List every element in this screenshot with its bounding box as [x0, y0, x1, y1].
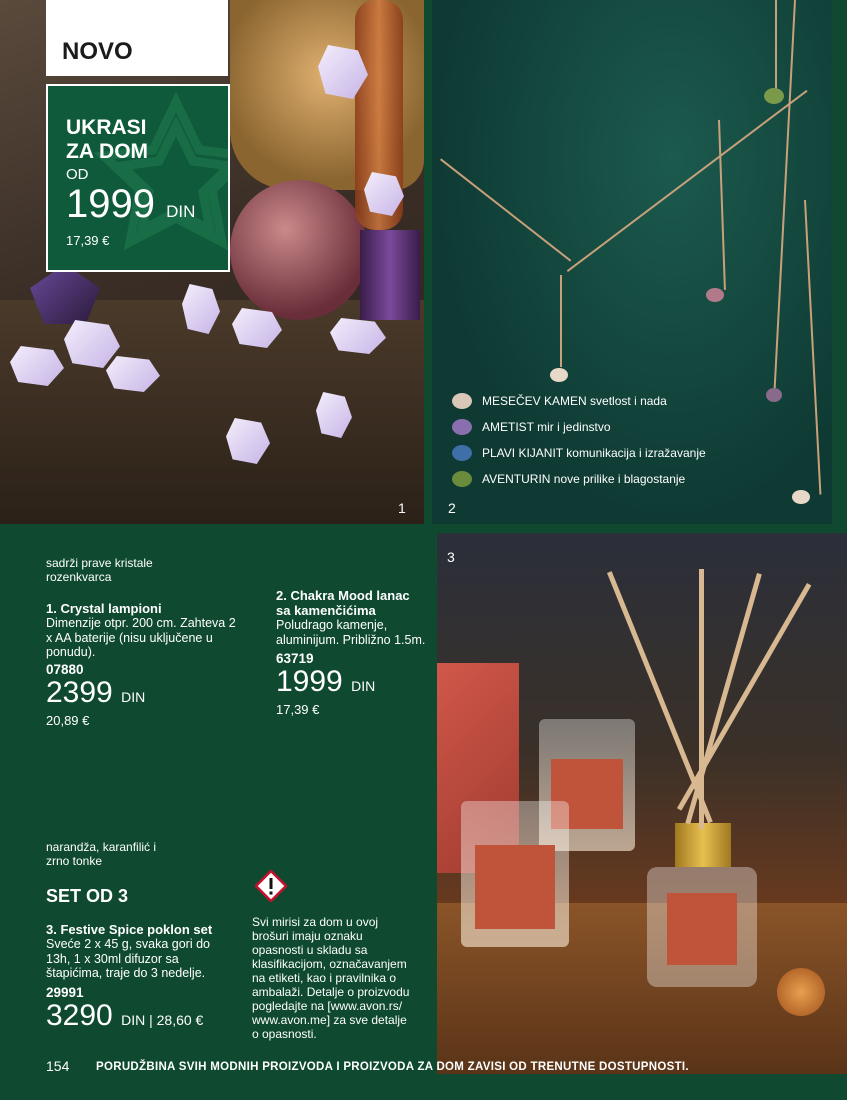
product-note: narandža, karanfilić i zrno tonke [46, 840, 157, 868]
new-badge [46, 0, 228, 76]
candle-label [475, 845, 555, 929]
necklace-chain [804, 200, 821, 495]
product-currency: DIN | 28,60 € [121, 1011, 204, 1028]
stone-legend [452, 388, 706, 492]
necklace-chain [718, 120, 726, 290]
promo-from: OD [66, 166, 89, 183]
legend-item [452, 414, 706, 440]
product-name: 1. Crystal lampioni [46, 601, 162, 616]
product-price: 1999 [276, 665, 343, 698]
reed-stick [685, 573, 761, 824]
purple-gem-decor [30, 264, 100, 324]
promo-title-line1: UKRASI [66, 116, 147, 139]
aventurine-bead [764, 88, 784, 104]
product-2 [276, 588, 426, 717]
product-3 [46, 922, 236, 1036]
diffuser-label [667, 893, 737, 965]
legend-item [452, 440, 706, 466]
necklace-chain [775, 0, 777, 90]
amethyst-bead [766, 388, 782, 402]
product-code: 07880 [46, 661, 84, 677]
panel-number: 1 [398, 500, 406, 516]
product-description: Sveće 2 x 45 g, svaka gori do 13h, 1 x 30ml difuzor sa štapićima, traje do 3 nedelje. [46, 937, 210, 980]
product-price: 3290 [46, 998, 113, 1032]
legend-item [452, 388, 706, 414]
availability-footer: PORUDŽBINA SVIH MODNIH PROIZVODA I PROIZVODA ZA DOM ZAVISI OD TRENUTNE DOSTUPNOSTI. [96, 1061, 689, 1073]
product-name: 3. Festive Spice poklon set [46, 922, 213, 937]
product-note: sadrži prave kristale rozenkvarca [46, 556, 153, 584]
product-description: Dimenzije otpr. 200 cm. Zahteva 2 x AA baterije (nisu uključene u ponudu). [46, 616, 236, 659]
hazard-warning-icon [255, 870, 287, 902]
promo-title-line2: ZA DOM [66, 140, 149, 163]
chakra-necklace-photo [432, 0, 832, 524]
set-label: SET OD 3 [46, 886, 129, 906]
ornament-ball [230, 180, 368, 320]
necklace-chain [560, 275, 562, 367]
panel-number: 3 [447, 549, 455, 565]
moonstone-bead [550, 368, 568, 382]
moonstone-bead [792, 490, 810, 504]
promo-box [46, 84, 230, 272]
product-eur-price: 20,89 € [46, 712, 90, 728]
diffuser-cap [675, 823, 731, 867]
legend-item [452, 466, 706, 492]
legend-stone-meaning: komunikacija i izražavanje [566, 446, 706, 460]
promo-price: 1999 [66, 182, 155, 226]
product-code: 63719 [276, 651, 314, 666]
new-badge-label: NOVO [62, 38, 133, 65]
panel-number: 2 [448, 500, 456, 516]
product-description: Poludrago kamenje, aluminijum. Približno 1.5m. [276, 618, 426, 647]
product-eur-price: 17,39 € [276, 702, 320, 717]
dried-orange [777, 968, 825, 1016]
legend-stone-meaning: mir i jedinstvo [537, 420, 611, 434]
hazard-notice: Svi mirisi za dom u ovoj brošuri imaju oznaku opasnosti u skladu sa klasifikacijom, označavanjem na etiketi, kao i pravilnika o ambalaži. Detalje o proizvodu pogledajte na [www.avon.rs/ www.avon.me] za sve detalje o opasnosti. [252, 915, 410, 1041]
kyanite-swatch [452, 445, 472, 461]
legend-stone-name: AVENTURIN [482, 472, 551, 486]
legend-stone-meaning: svetlost i nada [590, 394, 667, 408]
candle-glass [461, 801, 569, 947]
moonstone-swatch [452, 393, 472, 409]
page-number: 154 [46, 1058, 70, 1074]
stone-bead [706, 288, 724, 302]
purple-votive [360, 230, 420, 320]
legend-stone-name: MESEČEV KAMEN [482, 394, 587, 408]
legend-stone-name: PLAVI KIJANIT [482, 446, 563, 460]
diffuser-bottle [647, 867, 757, 987]
necklace-chain [567, 90, 808, 272]
amethyst-swatch [452, 419, 472, 435]
product-name: 2. Chakra Mood lanac sa kamenčićima [276, 588, 410, 618]
promo-currency: DIN [166, 202, 196, 221]
product-1 [46, 601, 236, 728]
necklace-chain [440, 158, 571, 261]
product-currency: DIN [351, 678, 376, 694]
product-price: 2399 [46, 675, 113, 709]
product-code: 29991 [46, 984, 84, 1000]
product-currency: DIN [121, 688, 146, 705]
promo-eur-price: 17,39 € [66, 233, 110, 248]
festive-spice-photo [437, 533, 847, 1074]
legend-stone-meaning: nove prilike i blagostanje [553, 472, 686, 486]
legend-stone-name: AMETIST [482, 420, 534, 434]
aventurine-swatch [452, 471, 472, 487]
